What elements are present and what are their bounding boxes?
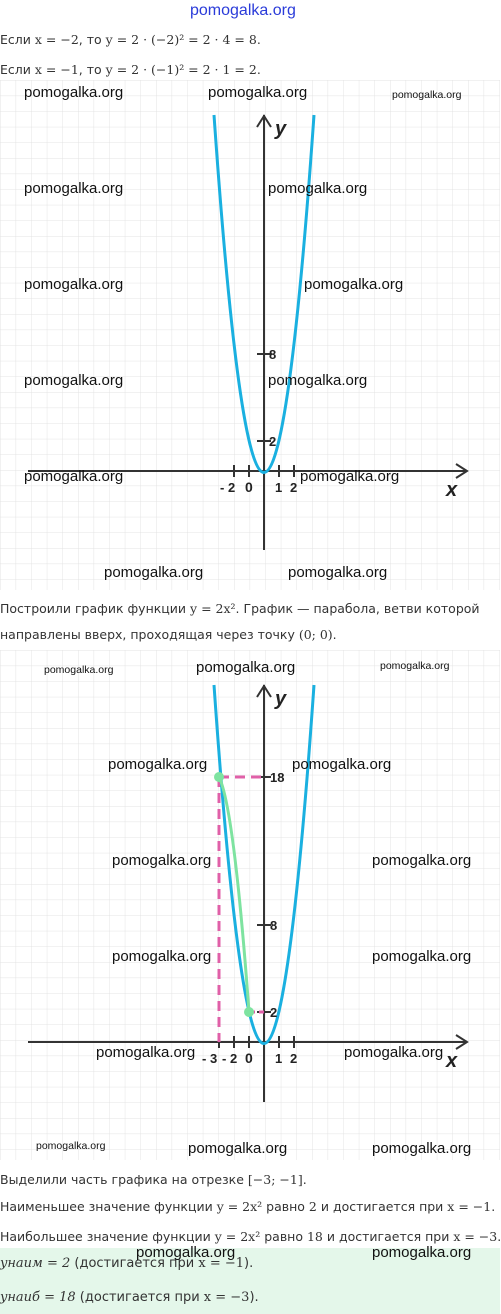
watermark: pomogalka.org xyxy=(136,1244,236,1261)
tick-label-x: 0 xyxy=(245,479,253,495)
segment-endpoint-min xyxy=(244,1007,254,1017)
watermark: pomogalka.org xyxy=(300,468,400,485)
graph-1 xyxy=(0,80,500,590)
watermark: pomogalka.org xyxy=(112,948,212,965)
tick-label-y: 8 xyxy=(270,918,278,933)
conclusion-line-3: Наибольшее значение функции y = 2x² равно 18 и достигается при x = −3. xyxy=(0,1229,501,1244)
axis-label-x: x xyxy=(446,479,458,501)
watermark: pomogalka.org xyxy=(104,564,204,581)
watermark: pomogalka.org xyxy=(268,372,368,389)
watermark: pomogalka.org xyxy=(288,564,388,581)
tick-label-y: 18 xyxy=(270,770,285,785)
watermark: pomogalka.org xyxy=(392,89,462,101)
watermark: pomogalka.org xyxy=(372,1140,472,1157)
tick-label-x: 1 xyxy=(275,480,283,495)
conclusion-line-1: Выделили часть графика на отрезке [−3; −1]. xyxy=(0,1172,307,1187)
watermark: pomogalka.org xyxy=(372,1244,472,1261)
answer-max: yнаиб = 18 (достигается при x = −3). xyxy=(0,1290,259,1305)
tick-label-x: 0 xyxy=(245,1050,253,1066)
watermark: pomogalka.org xyxy=(372,948,472,965)
answer-min: yнаим = 2 (достигается при x = −1). xyxy=(0,1256,254,1271)
watermark: pomogalka.org xyxy=(208,84,308,101)
tick-label-x: 2 xyxy=(290,1051,298,1066)
watermark: pomogalka.org xyxy=(344,1044,444,1061)
tick-label-y: 2 xyxy=(269,434,277,449)
watermark: pomogalka.org xyxy=(24,468,124,485)
tick-label-y: 2 xyxy=(270,1005,278,1020)
watermark: pomogalka.org xyxy=(24,84,124,101)
calc-line-1: Если x = −2, то y = 2 · (−2)² = 2 · 4 = 8. xyxy=(0,32,261,47)
graph-2 xyxy=(0,650,500,1160)
conclusion-line-2: Наименьшее значение функции y = 2x² равно 2 и достигается при x = −1. xyxy=(0,1199,496,1214)
site-header[interactable]: pomogalka.org xyxy=(190,2,296,19)
watermark: pomogalka.org xyxy=(304,276,404,293)
watermark: pomogalka.org xyxy=(196,659,296,676)
description-line-1: Построили график функции y = 2x². График — парабола, ветви которой xyxy=(0,601,480,616)
description-line-2: направлены вверх, проходящая через точку (0; 0). xyxy=(0,627,337,642)
tick-label-y: 8 xyxy=(269,347,277,362)
watermark: pomogalka.org xyxy=(292,756,392,773)
watermark: pomogalka.org xyxy=(268,180,368,197)
axis-label-y: y xyxy=(275,118,287,140)
watermark: pomogalka.org xyxy=(380,660,450,672)
segment-endpoint-max xyxy=(214,772,224,782)
axis-label-x: x xyxy=(446,1050,458,1072)
tick-label-x: 2 xyxy=(290,480,298,495)
watermark: pomogalka.org xyxy=(36,1140,106,1152)
axis-label-y: y xyxy=(275,688,287,710)
watermark: pomogalka.org xyxy=(108,756,208,773)
tick-label-x: - 2 xyxy=(220,480,236,495)
watermark: pomogalka.org xyxy=(372,852,472,869)
watermark: pomogalka.org xyxy=(188,1140,288,1157)
watermark: pomogalka.org xyxy=(44,664,114,676)
tick-label-x: - 3 xyxy=(202,1051,218,1066)
calc-line-2: Если x = −1, то y = 2 · (−1)² = 2 · 1 = 2. xyxy=(0,62,261,77)
watermark: pomogalka.org xyxy=(112,852,212,869)
tick-label-x: 1 xyxy=(275,1051,283,1066)
watermark: pomogalka.org xyxy=(24,180,124,197)
tick-label-x: - 2 xyxy=(222,1051,238,1066)
watermark: pomogalka.org xyxy=(96,1044,196,1061)
watermark: pomogalka.org xyxy=(24,276,124,293)
watermark: pomogalka.org xyxy=(24,372,124,389)
